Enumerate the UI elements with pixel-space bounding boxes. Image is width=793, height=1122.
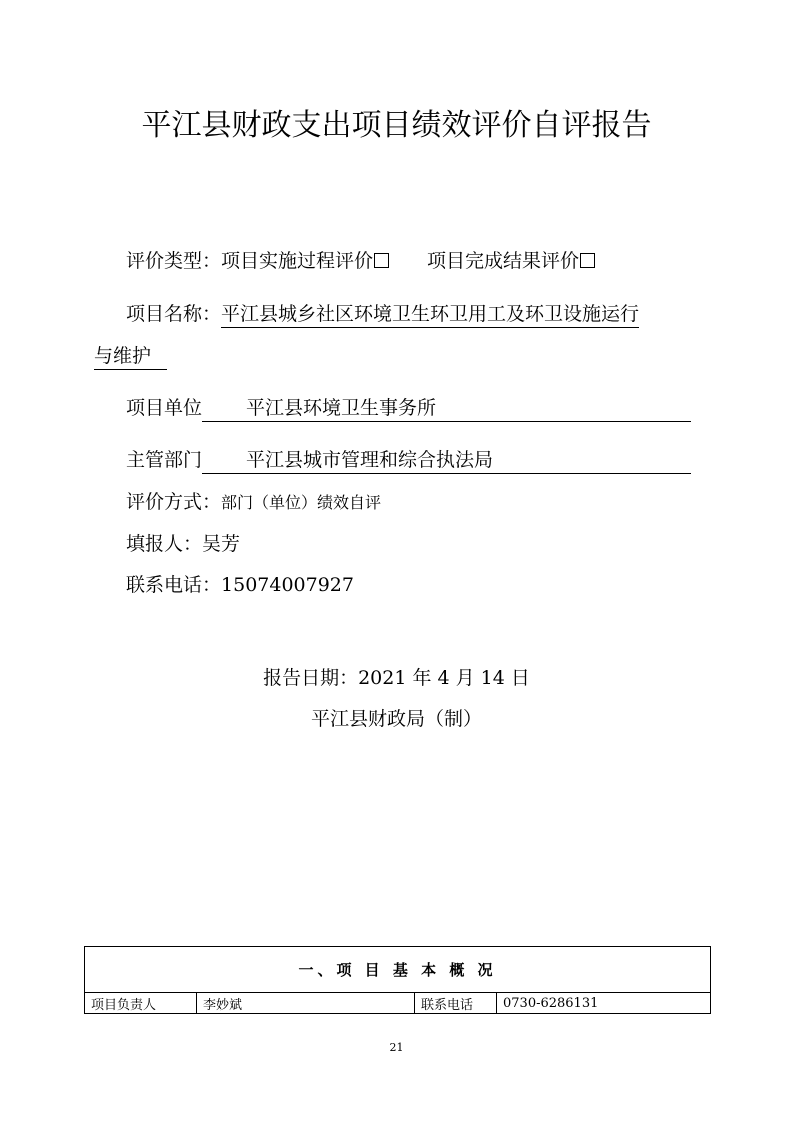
contact-value: 0730-6286131 [497,993,711,1014]
eval-type-line [126,248,595,274]
project-name-label: 项目名称： [126,303,222,325]
project-name-line-2 [94,343,167,370]
project-name-value-continued: 与维护 [94,343,167,370]
project-name-line [126,301,639,328]
issuer: 平江县财政局（制） [310,708,482,730]
section-title: 一、项 目 基 本 概 况 [85,947,711,993]
supervisor-value: 平江县城市管理和综合执法局 [202,447,691,474]
eval-method-value: 部门（单位）绩效自评 [221,493,382,512]
project-unit-label: 项目单位 [126,397,203,419]
phone-value: 15074007927 [221,574,354,596]
eval-type-label: 评价类型： [126,250,222,272]
eval-type-option-process: 项目实施过程评价 [221,250,374,272]
leader-value: 李妙斌 [197,993,415,1014]
contact-label: 联系电话 [415,993,497,1014]
phone-label: 联系电话： [126,574,222,596]
project-unit-value: 平江县环境卫生事务所 [202,395,691,422]
project-overview-table [84,946,711,1014]
eval-method-line [126,489,381,516]
filler-label: 填报人： [126,533,203,555]
report-date: 报告日期：2021 年 4 月 14 日 [263,667,530,689]
filler-line [126,531,240,557]
supervisor-line [126,447,691,474]
page-number: 21 [389,1041,404,1054]
project-name-value: 平江县城乡社区环境卫生环卫用工及环卫设施运行 [221,301,639,328]
eval-method-label: 评价方式： [126,491,222,513]
supervisor-label: 主管部门 [126,449,203,471]
filler-value: 吴芳 [202,533,241,555]
report-title: 平江县财政支出项目绩效评价自评报告 [141,108,652,143]
eval-type-option-result: 项目完成结果评价 [427,250,580,272]
phone-line [126,572,354,598]
leader-label: 项目负责人 [85,993,197,1014]
eval-type-process-checkbox[interactable] [374,253,389,268]
eval-type-result-checkbox[interactable] [580,253,595,268]
project-unit-line [126,395,691,422]
